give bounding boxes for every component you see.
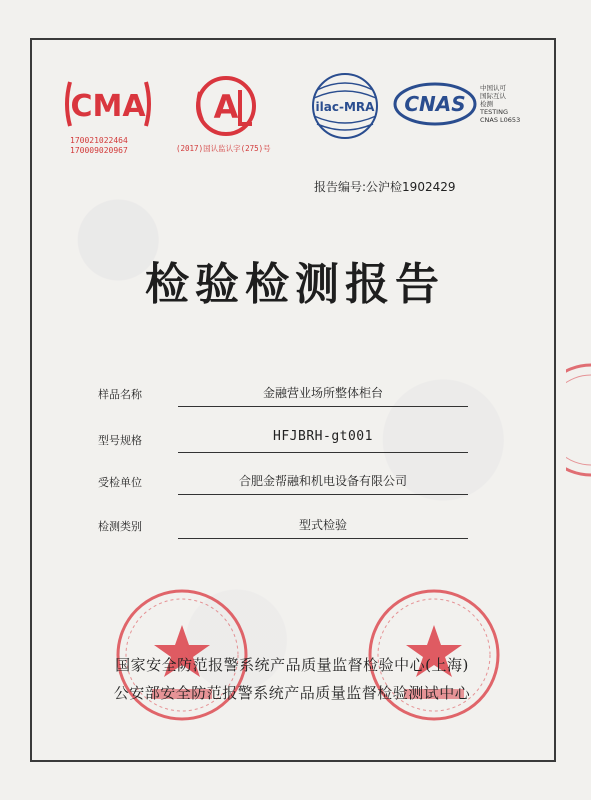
field-value-inspected-unit: 合肥金帮融和机电设备有限公司 [238, 474, 407, 488]
cnas-line: 检测 [480, 100, 493, 108]
field-underline [178, 406, 468, 407]
svg-text:CMA: CMA [70, 89, 146, 124]
cnas-logo [392, 78, 478, 130]
cnas-accreditation-text [480, 84, 520, 124]
cma-code-1: 170021022464 [70, 136, 128, 145]
cnas-line: 中国认可 [480, 84, 506, 92]
cnas-line: TESTING [480, 108, 508, 116]
field-underline [178, 494, 468, 495]
ilac-mra-logo [300, 70, 390, 142]
field-label-model: 型号规格 [98, 434, 142, 447]
field-underline [178, 452, 468, 453]
issuing-organization-2: 公安部安全防范报警系统产品质量监督检验测试中心 [113, 684, 471, 702]
field-value-sample-name: 金融营业场所整体柜台 [262, 386, 383, 400]
field-label-sample-name: 样品名称 [98, 388, 142, 401]
field-label-inspected-unit: 受检单位 [98, 476, 142, 489]
cnas-line: 国际互认 [480, 92, 506, 100]
cma-code-2: 170009020967 [70, 146, 128, 155]
field-underline [178, 538, 468, 539]
svg-text:ilac-MRA: ilac-MRA [315, 100, 375, 114]
field-label-test-category: 检测类别 [98, 520, 142, 533]
field-value-test-category: 型式检验 [298, 518, 347, 532]
field-value-model: HFJBRH-gt001 [273, 429, 373, 444]
cma-codes [70, 136, 128, 156]
report-title: 检验检测报告 [145, 259, 445, 310]
edge-seal-fragment [566, 360, 591, 480]
report-number: 报告编号:公沪检1902429 [314, 180, 456, 194]
cal-note: (2017)国认监认字(275)号 [176, 144, 271, 153]
svg-text:A: A [213, 88, 239, 126]
issuing-organization-1: 国家安全防范报警系统产品质量监督检验中心(上海) [115, 656, 469, 674]
cnas-line: CNAS L0653 [480, 116, 521, 124]
cma-logo [62, 74, 154, 134]
cal-logo [186, 72, 266, 142]
svg-text:CNAS: CNAS [404, 92, 466, 116]
